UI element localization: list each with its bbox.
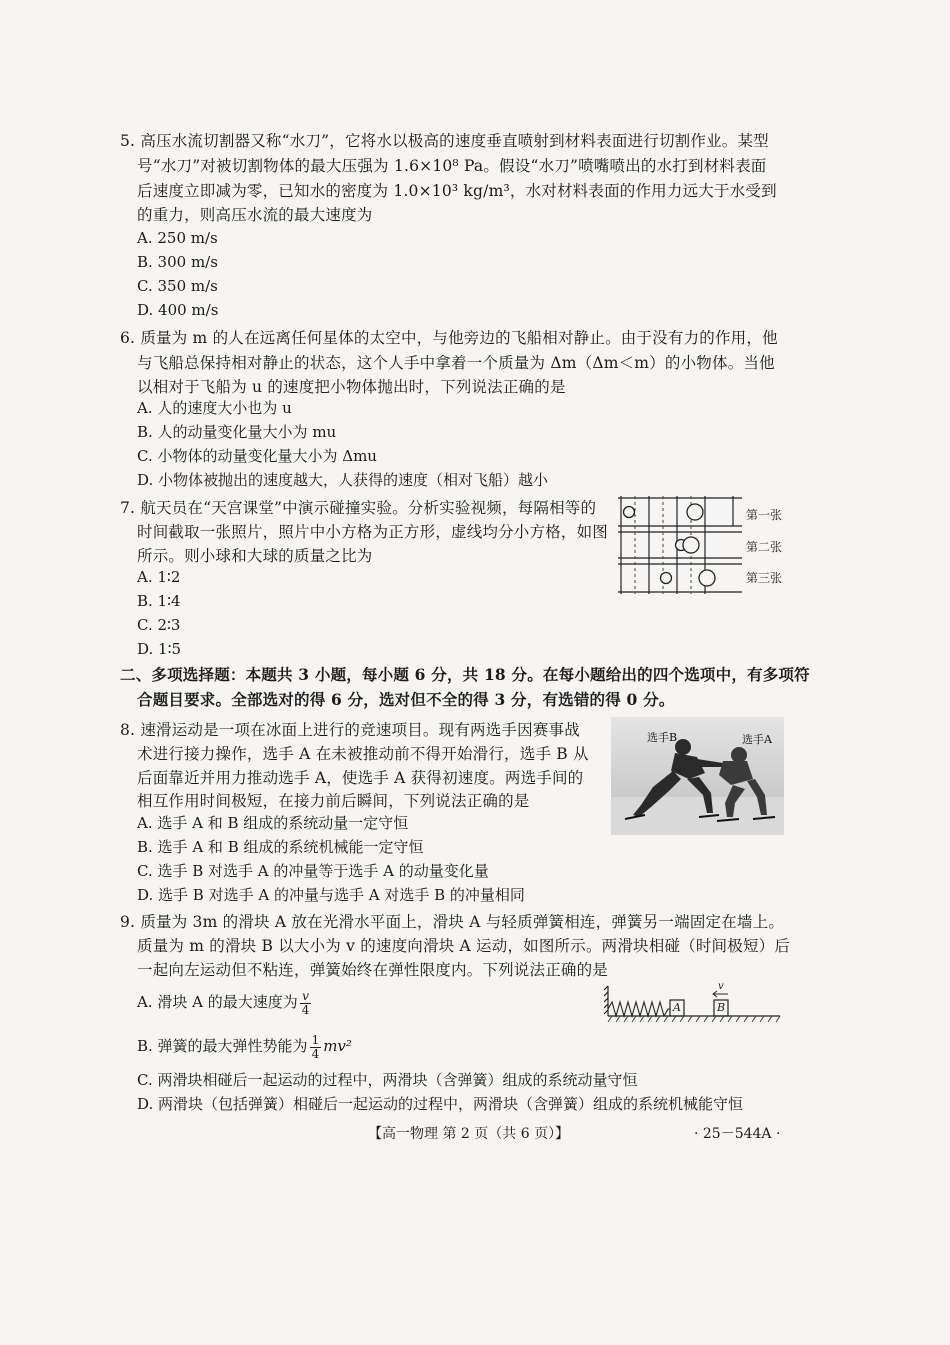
small-ball-1 bbox=[624, 507, 635, 518]
q5-option-a: A. 250 m/s bbox=[137, 229, 218, 247]
q7-line-2: 时间截取一张照片，照片中小方格为正方形，虚线均分小方格，如图 bbox=[137, 523, 609, 541]
q6-line-1: 6. 质量为 m 的人在远离任何星体的太空中，与他旁边的飞船相对静止。由于没有力的作用，他 bbox=[120, 329, 778, 347]
q9-option-b-suffix: mv² bbox=[323, 1037, 352, 1055]
q8-line-1: 8. 速滑运动是一项在冰面上进行的竞速项目。现有两选手因赛事战 bbox=[120, 721, 580, 739]
large-ball-2 bbox=[683, 537, 699, 553]
photo-label-b: 选手B bbox=[647, 731, 678, 744]
block-b-label: B bbox=[717, 1001, 726, 1014]
q6-option-c: C. 小物体的动量变化量大小为 Δmu bbox=[137, 447, 377, 465]
speed-skating-photo bbox=[611, 717, 784, 835]
section2-line-1: 二、多项选择题：本题共 3 小题，每小题 6 分，共 18 分。在每小题给出的四个选项中，有多项符 bbox=[120, 665, 810, 684]
collision-grid-figure bbox=[615, 494, 745, 594]
q7-line-3: 所示。则小球和大球的质量之比为 bbox=[137, 547, 373, 565]
q5-line-3: 后速度立即减为零，已知水的密度为 1.0×10³ kg/m³，水对材料表面的作用力远大于水受到 bbox=[137, 182, 777, 200]
q6-line-3: 以相对于飞船为 u 的速度把小物体抛出时，下列说法正确的是 bbox=[137, 378, 566, 396]
q8-line-2: 术进行接力操作，选手 A 在未被推动前不得开始滑行，选手 B 从 bbox=[137, 745, 589, 763]
figure-label-third: 第三张 bbox=[746, 571, 783, 585]
figure-label-first: 第一张 bbox=[746, 508, 783, 522]
block-a-label: A bbox=[673, 1001, 681, 1014]
fraction-v-over-4: $\frac{v}{4}$ bbox=[301, 988, 310, 1017]
q6-option-d: D. 小物体被抛出的速度越大，人获得的速度（相对飞船）越小 bbox=[137, 471, 549, 489]
q8-line-3: 后面靠近并用力推动选手 A，使选手 A 获得初速度。两选手间的 bbox=[137, 769, 584, 787]
figure-label-second: 第二张 bbox=[746, 540, 783, 554]
q8-option-a: A. 选手 A 和 B 组成的系统动量一定守恒 bbox=[137, 814, 409, 832]
q5-option-b: B. 300 m/s bbox=[137, 253, 218, 271]
large-ball-1 bbox=[687, 504, 703, 520]
q8-option-c: C. 选手 B 对选手 A 的冲量等于选手 A 的动量变化量 bbox=[137, 862, 489, 880]
velocity-label: v bbox=[718, 981, 724, 992]
photo-label-a: 选手A bbox=[742, 733, 772, 746]
small-ball-3 bbox=[661, 573, 672, 584]
fraction-1-over-4: $\frac{1}{4}$ bbox=[311, 1032, 320, 1061]
q7-option-d: D. 1∶5 bbox=[137, 640, 182, 658]
q6-line-2: 与飞船总保持相对静止的状态，这个人手中拿着一个质量为 Δm（Δm＜m）的小物体。当他 bbox=[137, 354, 775, 372]
section2-line-2: 合题目要求。全部选对的得 6 分，选对但不全的得 3 分，有选错的得 0 分。 bbox=[137, 690, 675, 709]
q8-option-d: D. 选手 B 对选手 A 的冲量与选手 A 对选手 B 的冲量相同 bbox=[137, 886, 525, 904]
q9-option-b bbox=[137, 1032, 352, 1061]
q7-option-c: C. 2∶3 bbox=[137, 616, 181, 634]
q7-option-b: B. 1∶4 bbox=[137, 592, 181, 610]
q5-option-d: D. 400 m/s bbox=[137, 301, 219, 319]
q8-option-b: B. 选手 A 和 B 组成的系统机械能一定守恒 bbox=[137, 838, 424, 856]
q6-option-a: A. 人的速度大小也为 u bbox=[137, 399, 292, 417]
footer-page-info: 【高一物理 第 2 页（共 6 页）】 bbox=[368, 1126, 570, 1142]
q9-option-d: D. 两滑块（包括弹簧）相碰后一起运动的过程中，两滑块（含弹簧）组成的系统机械能守恒 bbox=[137, 1095, 744, 1113]
q9-option-a bbox=[137, 988, 313, 1017]
q5-line-2: 号“水刀”对被切割物体的最大压强为 1.6×10⁸ Pa。假设“水刀”喷嘴喷出的水打到材料表面 bbox=[137, 157, 767, 175]
large-ball-3 bbox=[699, 570, 715, 586]
q6-option-b: B. 人的动量变化量大小为 mu bbox=[137, 423, 337, 441]
spring bbox=[608, 1002, 670, 1016]
q5-line-4: 的重力，则高压水流的最大速度为 bbox=[137, 206, 373, 224]
q7-line-1: 7. 航天员在“天宫课堂”中演示碰撞实验。分析实验视频，每隔相等的 bbox=[120, 499, 597, 517]
q9-line-3: 一起向左运动但不粘连，弹簧始终在弹性限度内。下列说法正确的是 bbox=[137, 961, 609, 979]
q9-option-c: C. 两滑块相碰后一起运动的过程中，两滑块（含弹簧）组成的系统动量守恒 bbox=[137, 1071, 638, 1089]
q9-line-2: 质量为 m 的滑块 B 以大小为 v 的速度向滑块 A 运动，如图所示。两滑块相碰（时间极短）后 bbox=[137, 937, 791, 955]
q9-line-1: 9. 质量为 3m 的滑块 A 放在光滑水平面上，滑块 A 与轻质弹簧相连，弹簧另一端固定在墙上。 bbox=[120, 913, 785, 931]
q9-option-a-text: A. 滑块 A 的最大速度为 bbox=[137, 993, 298, 1011]
q9-option-b-text: B. 弹簧的最大弹性势能为 bbox=[137, 1037, 308, 1055]
q5-line-1: 5. 高压水流切割器又称“水刀”，它将水以极高的速度垂直喷射到材料表面进行切割作业。某型 bbox=[120, 132, 769, 150]
spring-block-figure bbox=[604, 982, 782, 1024]
q5-option-c: C. 350 m/s bbox=[137, 277, 218, 295]
q7-option-a: A. 1∶2 bbox=[137, 568, 181, 586]
footer-code: · 25－544A · bbox=[694, 1126, 781, 1142]
q8-line-4: 相互作用时间极短，在接力前后瞬间，下列说法正确的是 bbox=[137, 792, 530, 810]
